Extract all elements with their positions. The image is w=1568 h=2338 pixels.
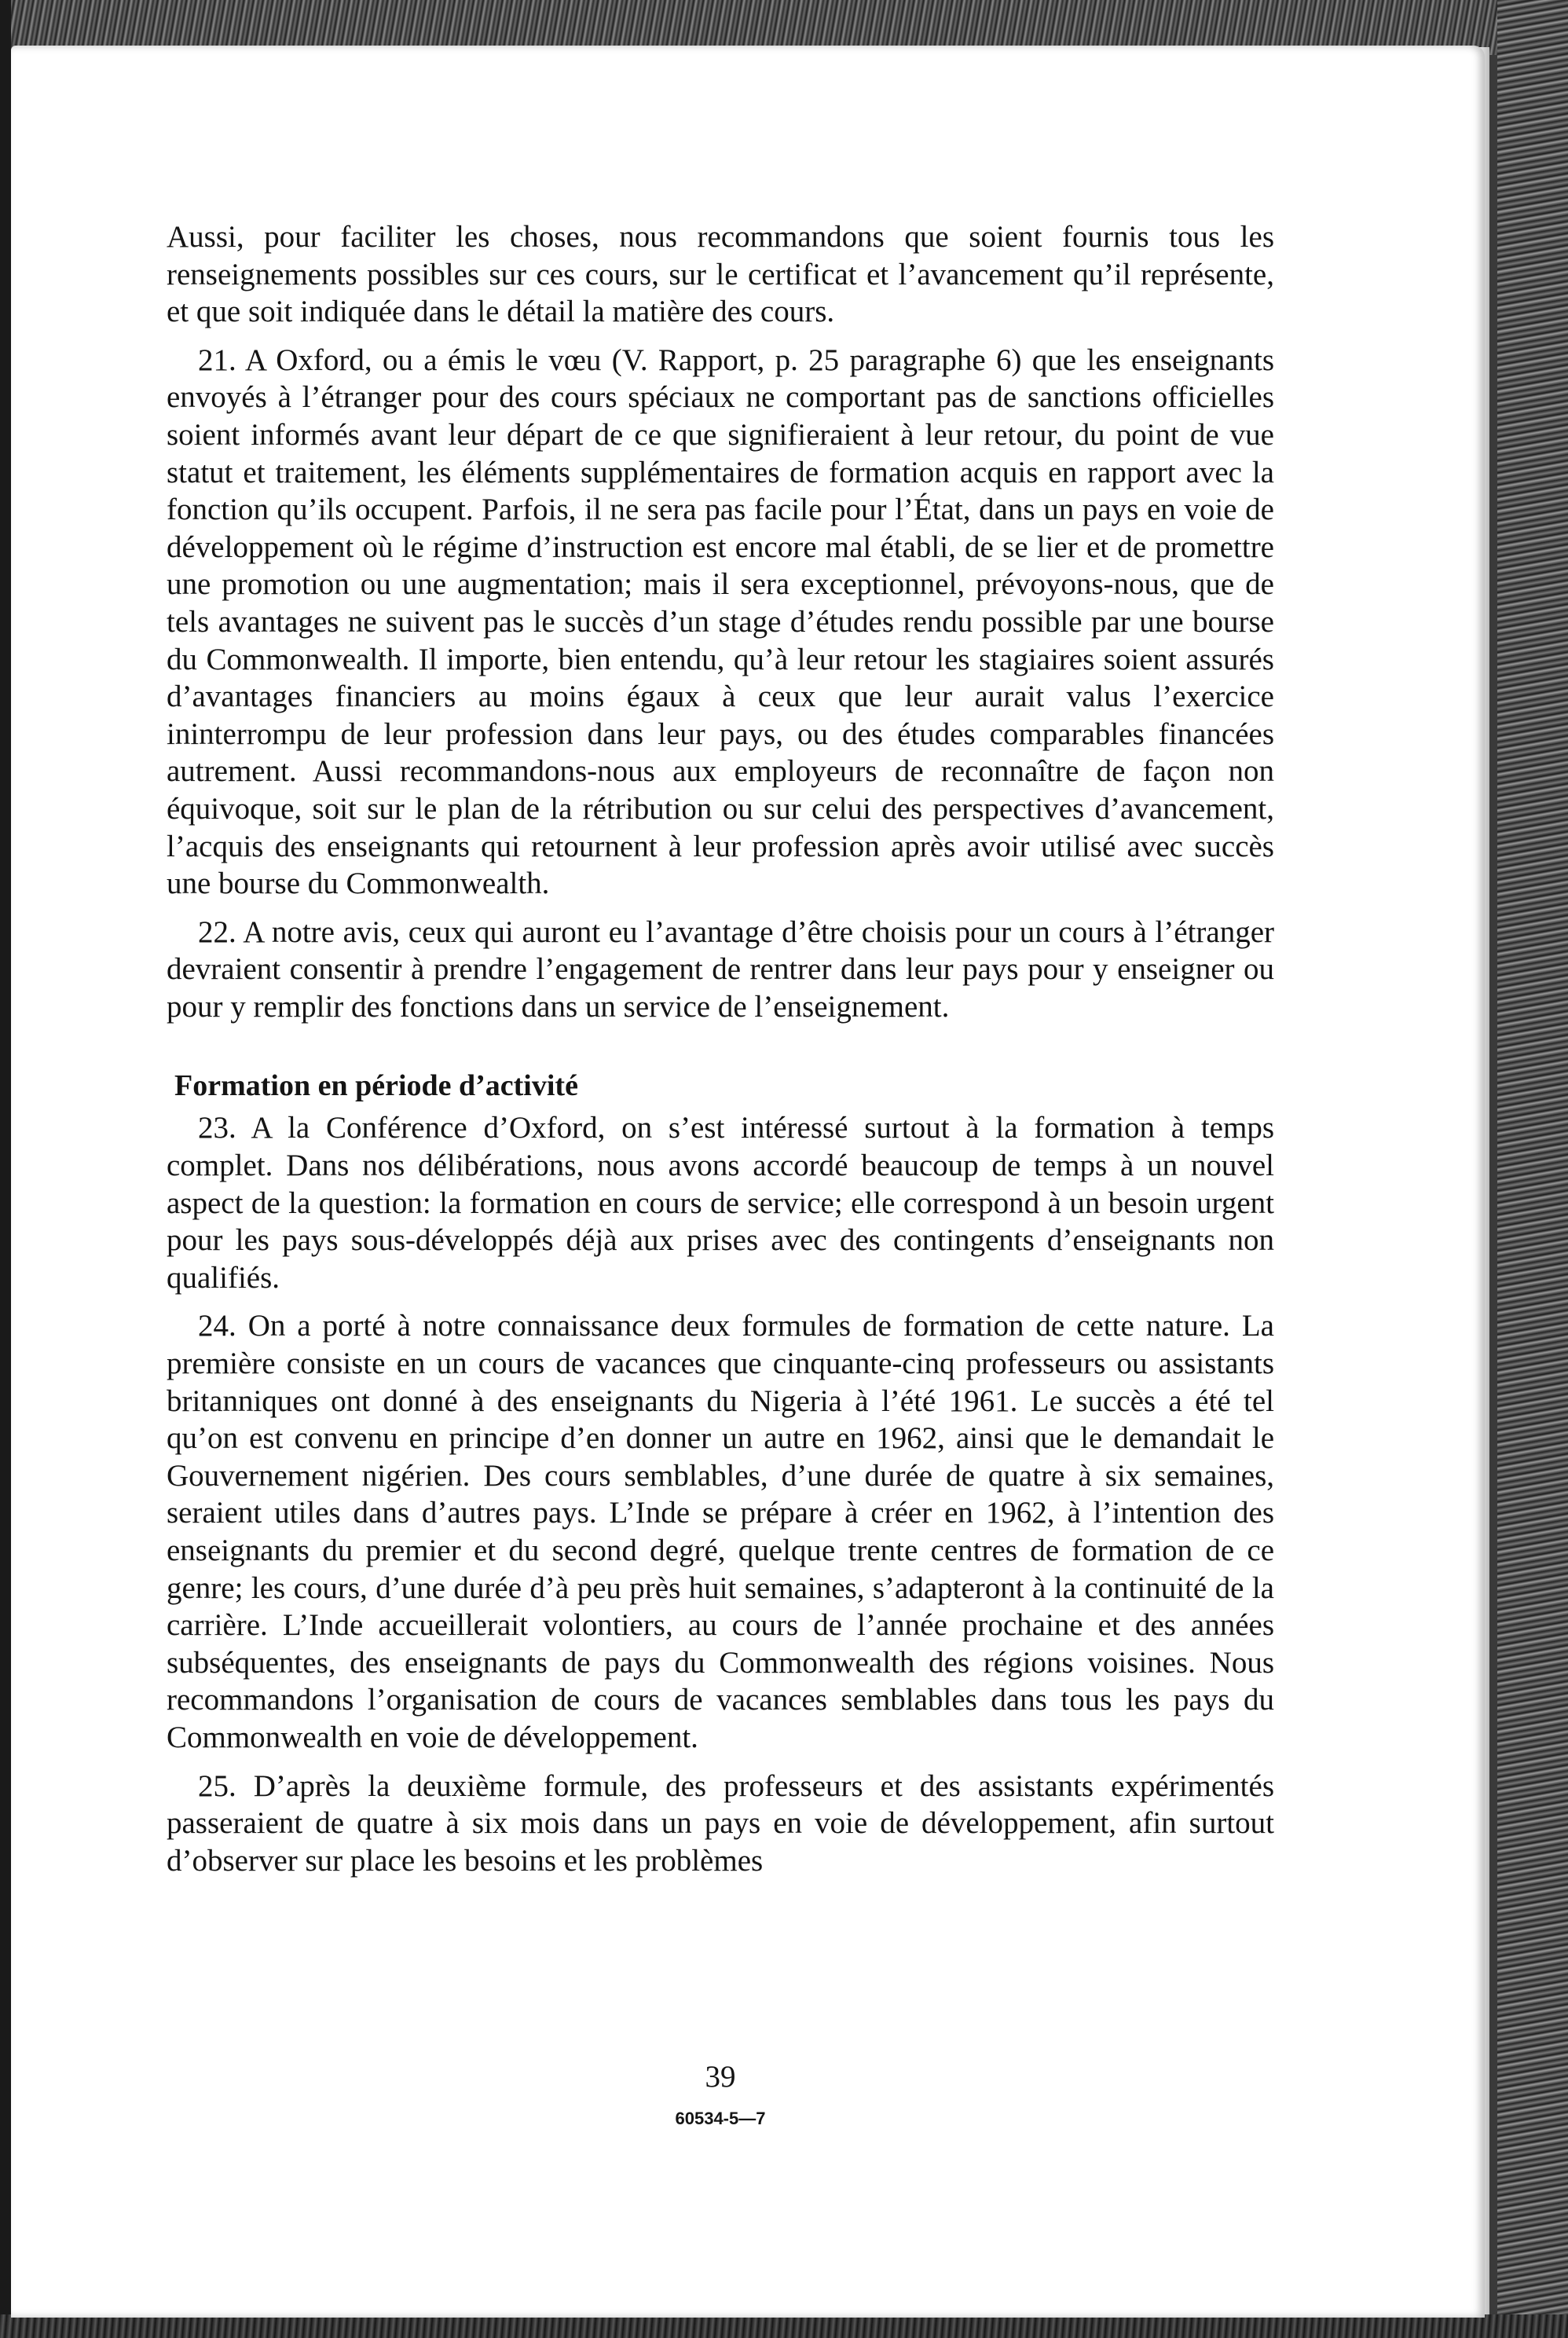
scan-border-right: [1497, 0, 1568, 2338]
paragraph-24: 24. On a porté à notre connaissance deux formules de formation de cette nature. La première consiste en un cours de vacances que cinquante-cinq professeurs ou assistants britanniques ont donné à des enseignants du Nigeria à l’été 1961. Le succès a été tel qu’on est convenu en principe d’en donner un autre en 1962, ainsi que le demandait le Gouvernement nigérien. Des cours semblables, d’une durée de quatre à six semaines, seraient utiles dans d’autres pays. L’Inde se prépare à créer en 1962, à l’intention des enseignants du premier et du second degré, quelque trente centres de formation de ce genre; les cours, d’une durée d’à peu près huit semaines, s’adapteront à la continuité de la carrière. L’Inde accueillerait volontiers, au cours de l’année prochaine et des années subséquentes, des enseignants de pays du Commonwealth des régions voisines. Nous recommandons l’organisation de cours de vacances semblables dans tous les pays du Commonwealth en voie de développement.: [167, 1309, 1274, 1754]
paragraph-21: 21. A Oxford, ou a émis le vœu (V. Rapport, p. 25 paragraphe 6) que les enseignants envoyés à l’étranger pour des cours spéciaux ne comportant pas de sanctions officielles soient informés avant leur départ de ce que signifieraient à leur retour, du point de vue statut et traitement, les éléments supplémentaires de formation acquis en rapport avec la fonction qu’ils occupent. Parfois, il ne sera pas facile pour l’État, dans un pays en voie de développement où le régime d’instruction est encore mal établi, de se lier et de promettre une promotion ou une augmentation; mais il sera exceptionnel, prévoyons-nous, que de tels avantages ne suivent pas le succès d’un stage d’études rendu possible par une bourse du Commonwealth. Il importe, bien entendu, qu’à leur retour les stagiaires soient assurés d’avantages financiers au moins égaux à ceux que leur aurait valus l’exercice ininterrompu de leur profession dans leur pays, ou des études comparables financées autrement. Aussi recommandons-nous aux employeurs de reconnaître de façon non équivoque, soit sur le plan de la rétribution ou sur celui des perspectives d’avancement, l’acquis des enseignants qui retournent à leur profession après avoir utilisé avec succès une bourse du Commonwealth.: [167, 343, 1274, 901]
paragraph-intro: Aussi, pour faciliter les choses, nous recommandons que soient fournis tous les renseignements possibles sur ces cours, sur le certificat et l’avancement qu’il représente, et que soit indiquée dans le détail la matière des cours.: [167, 220, 1274, 329]
document-body: [167, 218, 1274, 1890]
print-code: 60534-5—7: [675, 2109, 766, 2128]
paragraph-22: 22. A notre avis, ceux qui auront eu l’avantage d’être choisis pour un cours à l’étranger devraient consentir à prendre l’engagement de rentrer dans leur pays pour y enseigner ou pour y remplir des fonctions dans un service de l’enseignement.: [167, 914, 1274, 1024]
section-heading: Formation en période d’activité: [174, 1069, 578, 1103]
paragraph-25: 25. D’après la deuxième formule, des professeurs et des assistants expérimentés passeraient de quatre à six mois dans un pays en voie de développement, afin surtout d’observer sur place les besoins et les problèmes: [167, 1768, 1274, 1878]
scan-border-left: [0, 0, 11, 2338]
paragraph-23: 23. A la Conférence d’Oxford, on s’est intéressé surtout à la formation à temps complet. Dans nos délibérations, nous avons accordé beaucoup de temps à un nouvel aspect de la question: la formation en cours de service; elle correspond à un besoin urgent pour les pays sous-développés déjà aux prises avec des contingents d’enseignants non qualifiés.: [167, 1111, 1274, 1295]
scan-border-bottom: [0, 2314, 1568, 2338]
page-number: 39: [705, 2060, 736, 2094]
